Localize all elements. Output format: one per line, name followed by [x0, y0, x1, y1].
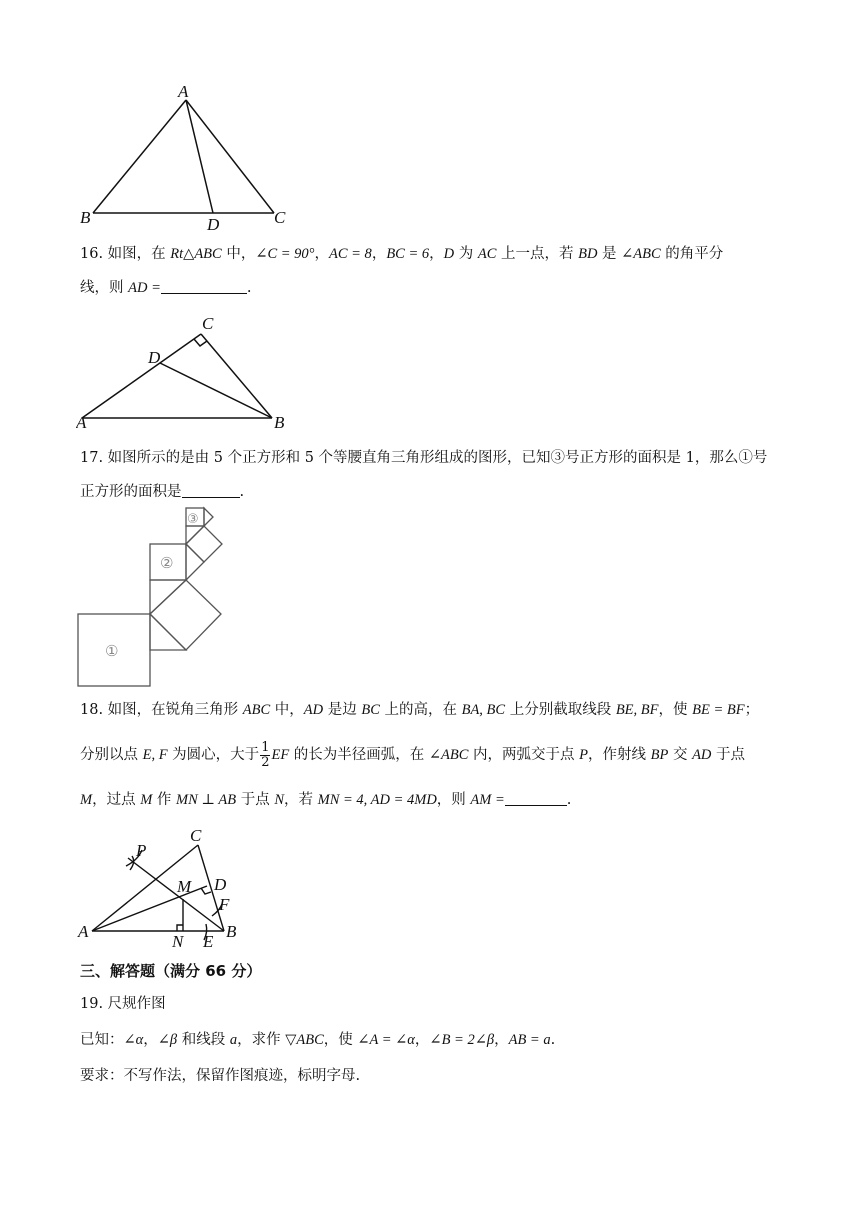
label-a: A — [76, 413, 87, 432]
figure-acute-triangle — [76, 826, 256, 952]
math: Rt△ABC — [170, 246, 222, 262]
text: ， — [429, 246, 444, 262]
figure-right-triangle — [76, 310, 296, 432]
math: ∠A = ∠α — [357, 1032, 415, 1048]
segment-bd — [160, 363, 272, 418]
math: BE = BF — [692, 702, 745, 718]
text: ， — [414, 1032, 430, 1048]
text: . — [246, 280, 252, 296]
q17-number: 17. — [80, 450, 104, 466]
label-m: M — [177, 877, 192, 896]
math: N — [274, 792, 284, 808]
text: ， — [143, 1032, 158, 1048]
text: ，过点 — [92, 792, 141, 808]
text: ，求作 — [237, 1032, 286, 1048]
text: . — [550, 1032, 556, 1048]
label-square-3: ③ — [187, 512, 199, 527]
label-b: B — [226, 922, 237, 941]
math: P — [579, 747, 589, 763]
text: 和线段 — [177, 1032, 230, 1048]
q18-line2 — [80, 740, 790, 770]
triangle-4 — [186, 526, 204, 544]
label-c: C — [202, 314, 214, 333]
math: BE, BF — [615, 702, 659, 718]
triangle-1 — [150, 614, 186, 650]
text: 中， — [270, 702, 304, 718]
text: 于点 — [236, 792, 275, 808]
text: 是 — [597, 246, 622, 262]
figure-squares — [76, 504, 236, 690]
text: ， — [494, 1032, 509, 1048]
math: ∠B = 2∠β — [429, 1032, 495, 1048]
text: 于点 — [711, 747, 746, 763]
right-angle-mark — [194, 339, 207, 346]
numerator: 1 — [261, 739, 270, 755]
answer-blank[interactable] — [182, 483, 240, 498]
text: . — [566, 792, 572, 808]
label-n: N — [172, 932, 184, 951]
q17-line2 — [80, 482, 790, 502]
math: AD — [692, 747, 712, 763]
math: MN ⊥ AB — [176, 792, 237, 808]
segment-cb — [201, 334, 272, 418]
q16-number: 16. — [80, 246, 104, 262]
math: ∠ABC — [428, 747, 469, 763]
text: 为圆心，大于 — [167, 747, 260, 763]
text: 中， — [221, 246, 256, 262]
figure-triangle-abd — [76, 80, 296, 232]
q16-line1 — [80, 244, 790, 264]
section-heading: 三、解答题（满分 66 分） — [80, 962, 262, 980]
math: a — [229, 1032, 238, 1048]
math: E, F — [142, 747, 168, 763]
text: 线，则 — [80, 280, 129, 296]
label-b: B — [274, 413, 285, 432]
text: 已知： — [80, 1032, 124, 1048]
denominator: 2 — [261, 754, 270, 770]
text: 如图，在 — [107, 246, 171, 262]
label-square-1: ① — [105, 642, 119, 660]
q18-line1 — [80, 700, 790, 720]
text: ，使 — [323, 1032, 358, 1048]
math: ∠C = 90° — [255, 246, 315, 262]
label-e: E — [203, 932, 214, 951]
text: 如图，在锐角三角形 — [107, 702, 243, 718]
text: 交 — [668, 747, 693, 763]
text: 上分别截取线段 — [505, 702, 616, 718]
math: AB = a — [508, 1032, 551, 1048]
math: M — [140, 792, 153, 808]
math: ∠ABC — [621, 246, 661, 262]
math: BC — [361, 702, 380, 718]
math: AC = 8 — [328, 246, 372, 262]
text: 是边 — [323, 702, 362, 718]
text: 正方形的面积是 — [80, 484, 182, 500]
text: . — [239, 484, 245, 500]
triangle-3 — [186, 544, 204, 580]
answer-blank[interactable] — [161, 279, 247, 294]
label-c: C — [190, 826, 202, 845]
label-b: B — [80, 208, 91, 227]
fraction-half — [260, 741, 270, 770]
text: 如图所示的是由 5 个正方形和 5 个等腰直角三角形组成的图形，已知③号正方形的面积是 1，那么①号 — [107, 450, 768, 466]
math: EF — [271, 747, 290, 763]
text: 分别以点 — [80, 747, 143, 763]
math: AM = — [470, 792, 505, 808]
math: MN = 4, AD = 4MD — [317, 792, 437, 808]
right-angle-n — [177, 925, 183, 931]
math: D — [443, 246, 455, 262]
q19-title: 19. 尺规作图 — [80, 996, 166, 1012]
math: ∠β — [157, 1032, 178, 1048]
math: AC — [477, 246, 497, 262]
math: ∠α — [123, 1032, 144, 1048]
math: M — [80, 792, 93, 808]
math: AD — [303, 702, 324, 718]
triangle-2 — [150, 580, 186, 614]
math: BP — [650, 747, 669, 763]
segment-ac — [82, 334, 201, 418]
text: 的角平分 — [660, 246, 724, 262]
q17-line1 — [80, 448, 790, 468]
q18-number: 18. — [80, 702, 104, 718]
math: BA, BC — [461, 702, 506, 718]
text: 上一点，若 — [496, 246, 579, 262]
math: BD — [578, 246, 598, 262]
q16-line2 — [80, 278, 790, 298]
text: 的长为半径画弧，在 — [289, 747, 429, 763]
right-angle-d — [201, 888, 211, 894]
label-d: D — [214, 875, 227, 894]
q18-line3 — [80, 790, 790, 810]
text: 作 — [152, 792, 177, 808]
label-p: P — [136, 841, 147, 860]
text: 上的高，在 — [379, 702, 462, 718]
label-d: D — [148, 348, 161, 367]
label-a: A — [78, 922, 89, 941]
answer-blank[interactable] — [505, 791, 567, 806]
text: ， — [314, 246, 329, 262]
math: AD = — [128, 280, 161, 296]
label-square-2: ② — [160, 554, 174, 572]
q19-given — [80, 1030, 790, 1050]
q19-requirement: 要求：不写作法，保留作图痕迹，标明字母. — [80, 1068, 361, 1084]
text: ，若 — [284, 792, 318, 808]
label-f: F — [219, 895, 230, 914]
text: ； — [744, 702, 760, 718]
ray-bp — [128, 858, 224, 931]
text: ，作射线 — [588, 747, 651, 763]
text: 内，两弧交于点 — [468, 747, 580, 763]
math: ABC — [242, 702, 271, 718]
label-d: D — [207, 215, 220, 232]
text: ， — [371, 246, 387, 262]
math: BC = 6 — [386, 246, 430, 262]
math: ▽ABC — [285, 1032, 324, 1048]
text: 为 — [454, 246, 478, 262]
segment-ab — [93, 100, 186, 213]
label-c: C — [274, 208, 286, 227]
text: ，使 — [658, 702, 693, 718]
square-4 — [150, 580, 221, 650]
square-5 — [186, 526, 222, 562]
label-a: A — [178, 82, 189, 101]
triangle-5 — [204, 508, 213, 526]
text: ，则 — [436, 792, 471, 808]
